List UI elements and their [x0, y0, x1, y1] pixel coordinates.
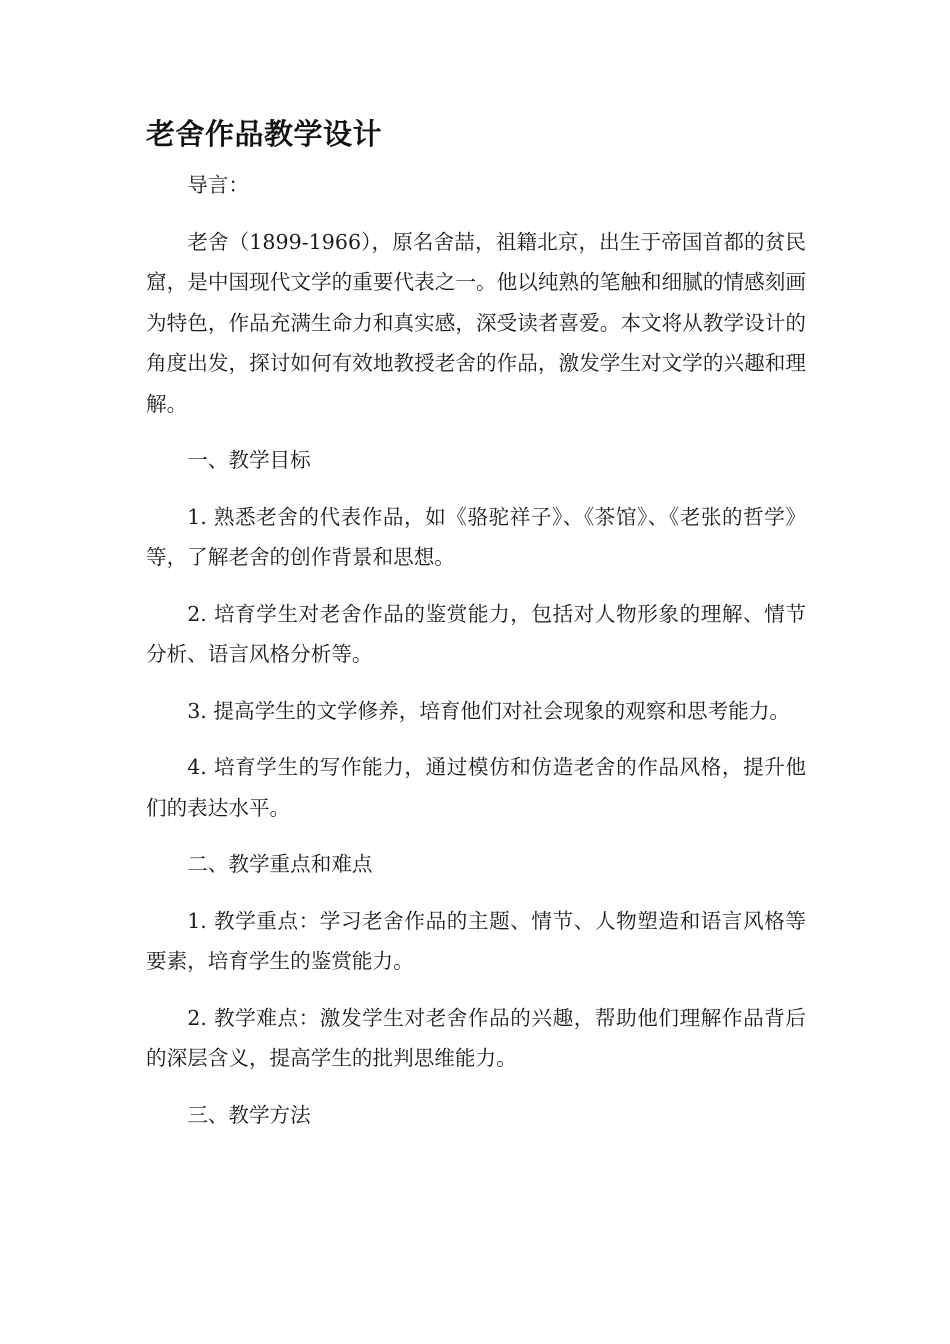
key-point-item-2: 2. 教学难点：激发学生对老舍作品的兴趣，帮助他们理解作品背后的深层含义，提高学生的批判思维能力。 — [146, 1005, 806, 1070]
intro-heading: 导言： — [187, 173, 249, 197]
key-point-item-1: 1. 教学重点：学习老舍作品的主题、情节、人物塑造和语言风格等要素，培育学生的鉴赏能力。 — [146, 908, 806, 973]
section-heading-objectives: 一、教学目标 — [187, 448, 311, 472]
document-title: 老舍作品教学设计 — [146, 117, 383, 151]
section-heading-methods: 三、教学方法 — [187, 1102, 311, 1127]
document-body — [146, 165, 806, 1151]
objective-item-3: 3. 提高学生的文学修养，培育他们对社会现象的观察和思考能力。 — [187, 698, 791, 723]
objective-item-4: 4. 培育学生的写作能力，通过模仿和仿造老舍的作品风格，提升他们的表达水平。 — [146, 755, 806, 820]
section-heading-key-points: 二、教学重点和难点 — [187, 852, 373, 876]
objective-item-1: 1. 熟悉老舍的代表作品，如《骆驼祥子》、《茶馆》、《老张的哲学》等，了解老舍的创作背景和思想。 — [146, 504, 806, 569]
objective-item-2: 2. 培育学生对老舍作品的鉴赏能力，包括对人物形象的理解、情节分析、语言风格分析等。 — [146, 601, 806, 666]
intro-paragraph: 老舍（1899-1966），原名舍喆，祖籍北京，出生于帝国首都的贫民窟，是中国现代文学的重要代表之一。他以纯熟的笔触和细腻的情感刻画为特色，作品充满生命力和真实感，深受读者喜爱。本文将从教学设计的角度出发，探讨如何有效地教授老舍的作品，激发学生对文学的兴趣和理解。 — [146, 229, 806, 416]
